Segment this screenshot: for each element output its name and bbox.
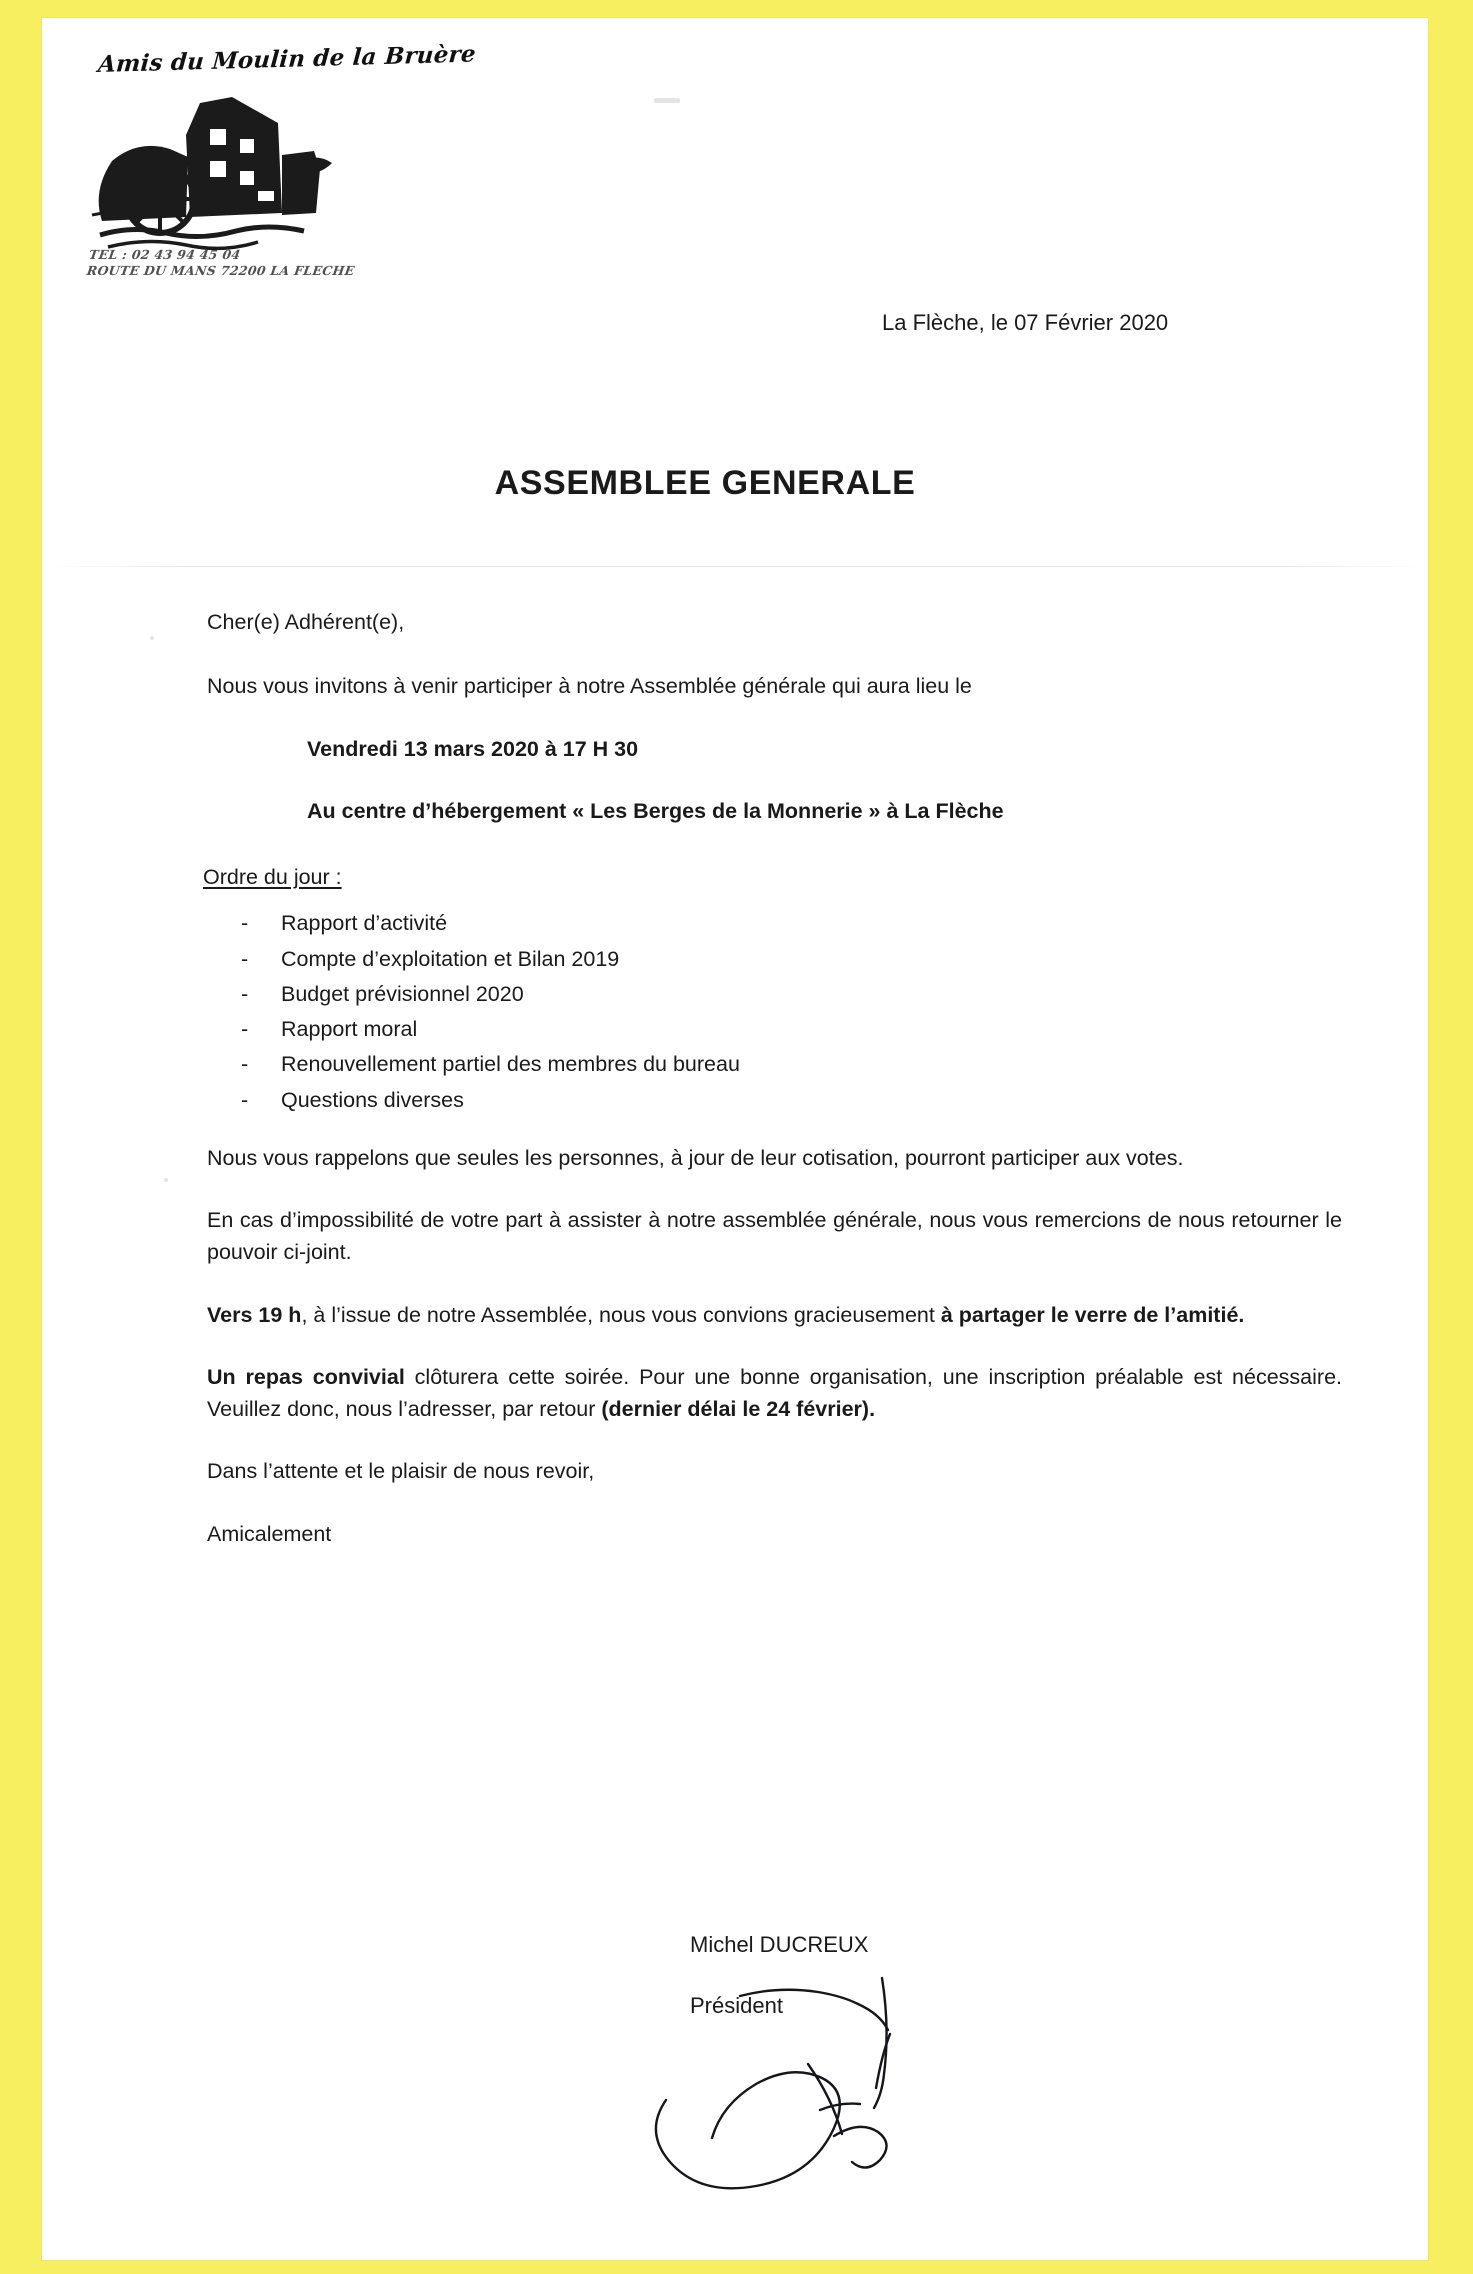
letter-content [203, 606, 1342, 1580]
list-item: - Renouvellement partiel des membres du bureau [241, 1048, 1342, 1080]
document-sheet [42, 18, 1428, 2260]
signature-block [690, 1928, 868, 2022]
closing: Amicalement [207, 1521, 332, 1546]
letter-body [42, 18, 1428, 2260]
letterhead [72, 40, 477, 318]
list-item: - Rapport moral [241, 1013, 1342, 1045]
page-title: ASSEMBLEE GENERALE [494, 464, 916, 502]
agenda-list [207, 907, 1342, 1116]
agenda-title: Ordre du jour : [203, 865, 342, 889]
scan-speck [654, 98, 680, 103]
list-item: - Compte d’exploitation et Bilan 2019 [241, 943, 1342, 975]
watermill-icon [82, 95, 352, 255]
intro-paragraph: Nous vous invitons à venir participer à notre Assemblée générale qui aura lieu le [207, 674, 972, 699]
drinks-time: Vers 19 h [207, 1302, 302, 1327]
association-name: Amis du Moulin de la Bruère [97, 40, 477, 79]
list-item: - Budget prévisionnel 2020 [241, 978, 1342, 1010]
drinks-text: , à l’issue de notre Assemblée, nous vous convions gracieusement [301, 1302, 941, 1327]
paragraph-votes: Nous vous rappelons que seules les personnes, à jour de leur cotisation, pourront participer aux votes. [207, 1145, 1184, 1170]
date-line: La Flèche, le 07 Février 2020 [882, 310, 1169, 335]
meal-text: clôturera cette soirée. Pour une bonne organisation, une inscription préalable est nécessaire. Veuillez donc, nous l’adresser, par retour [207, 1364, 1342, 1421]
scan-speck [164, 1178, 168, 1182]
scan-speck [150, 636, 154, 640]
paragraph-closing-wish: Dans l’attente et le plaisir de nous revoir, [207, 1459, 595, 1484]
letterhead-address: ROUTE DU MANS 72200 LA FLECHE [85, 262, 356, 278]
drinks-emphasis: à partager le verre de l’amitié. [940, 1302, 1245, 1327]
meal-deadline: (dernier délai le 24 février). [601, 1397, 876, 1421]
paragraph-drinks [207, 1299, 1342, 1331]
signer-role: Président [690, 1993, 783, 2018]
salutation: Cher(e) Adhérent(e), [207, 610, 405, 634]
meeting-location: Au centre d’hébergement « Les Berges de la Monnerie » à La Flèche [307, 798, 1004, 823]
list-item: - Rapport d’activité [241, 907, 1342, 939]
paragraph-proxy: En cas d’impossibilité de votre part à assister à notre assemblée générale, nous vous remercions de nous retourner le pouvoir ci-joint. [207, 1208, 1342, 1265]
meal-emphasis: Un repas convivial [207, 1364, 405, 1389]
letterhead-contact [86, 247, 404, 278]
list-item: - Questions diverses [241, 1084, 1342, 1116]
meeting-datetime: Vendredi 13 mars 2020 à 17 H 30 [307, 736, 639, 761]
paragraph-meal [207, 1361, 1342, 1426]
letterhead-phone: TEL : 02 43 94 45 04 [88, 246, 242, 262]
signer-name: Michel DUCREUX [690, 1932, 869, 1957]
scan-fold-line [42, 566, 1428, 567]
